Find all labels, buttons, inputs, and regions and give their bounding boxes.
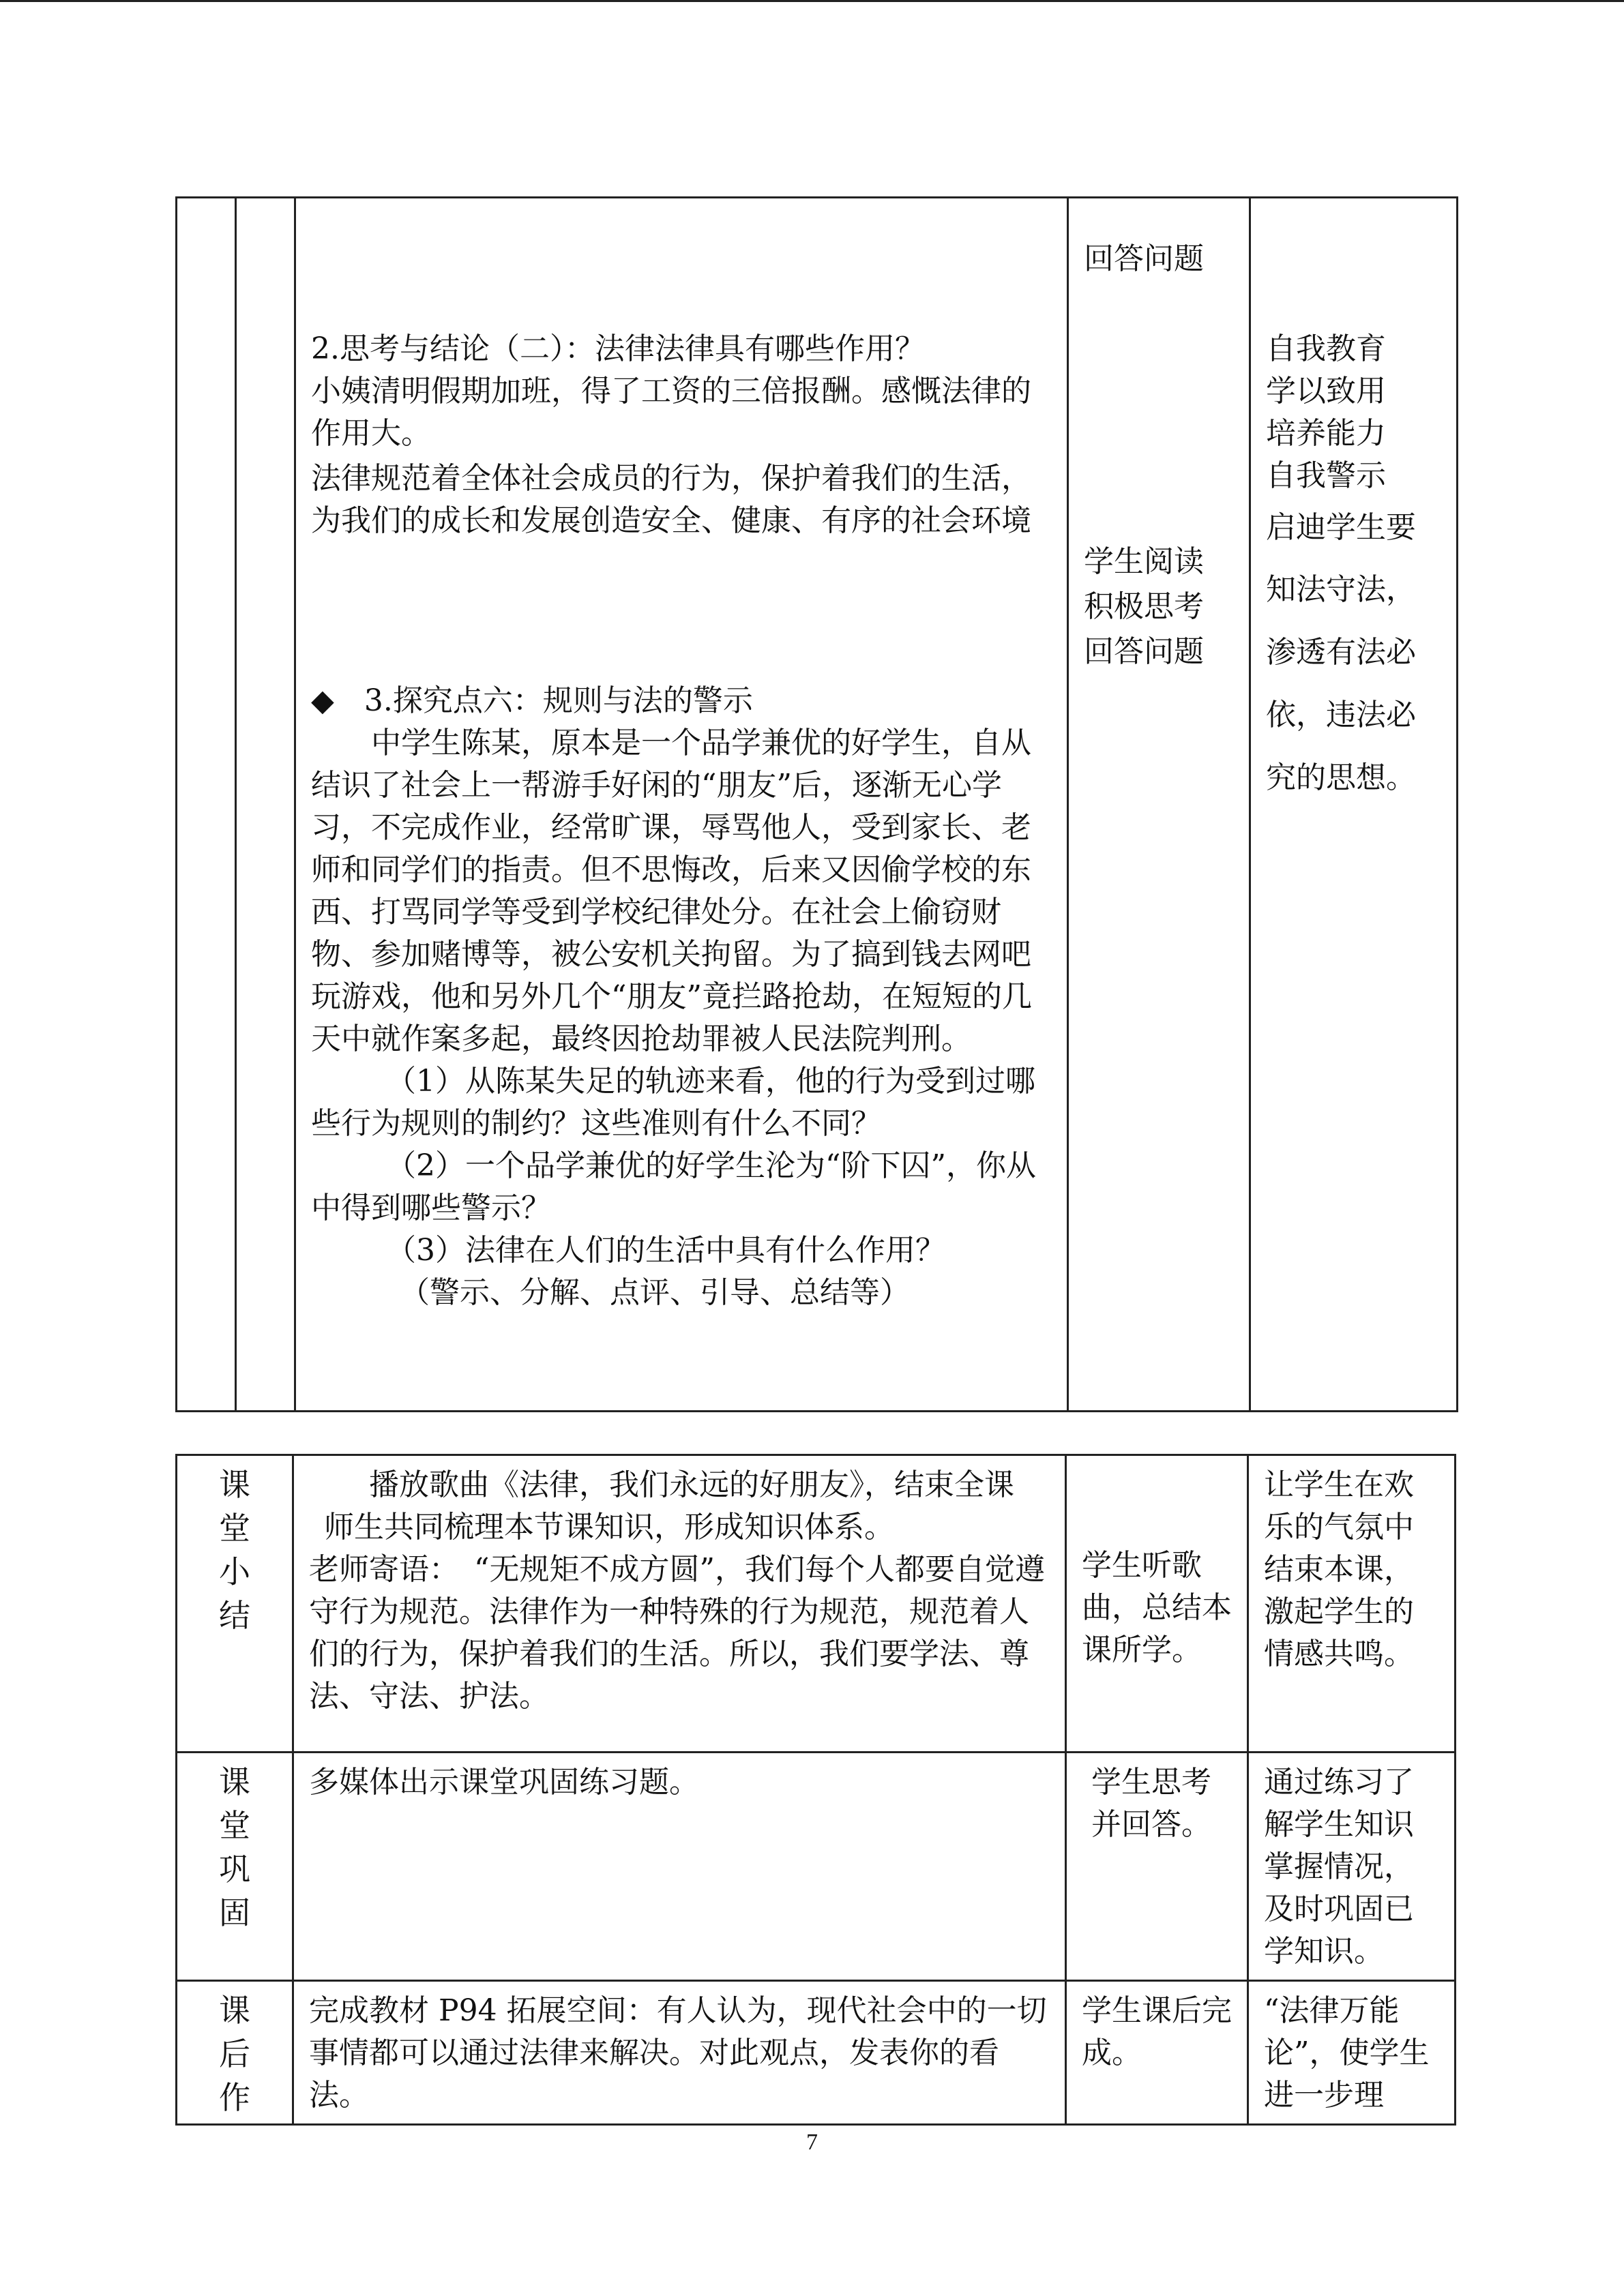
student-activity-text: 学生思考并回答。 (1091, 1765, 1211, 1842)
student-line: 积极思考 (1084, 589, 1204, 624)
design-intent-text: 让学生在欢乐的气氛中结束本课，激起学生的情感共鸣。 (1264, 1467, 1414, 1671)
activity-line: 完成教材 P94 拓展空间：有人认为，现代社会中的一切事情都可以通过法律来解决。对此观点，发表你的看法。 (309, 1993, 1047, 2113)
table-row-consolidation (177, 1753, 1456, 1981)
substage-column-blank (236, 198, 295, 1412)
stage-label-char: 课 (219, 1466, 250, 1503)
intent-line: 学以致用 (1266, 374, 1386, 408)
design-intent-cell (1248, 1455, 1456, 1753)
student-activity-cell (1066, 1981, 1248, 2125)
intent-line: 渗透有法必 (1266, 635, 1416, 670)
stage-label-char: 堂 (219, 1807, 250, 1844)
page-number: 7 (806, 2130, 818, 2155)
design-intent-cell (1248, 1753, 1456, 1981)
stage-label-char: 固 (219, 1894, 250, 1931)
stage-column-blank (177, 198, 236, 1412)
teacher-activity-cell (293, 1981, 1066, 2125)
activity-line: 法律规范着全体社会成员的行为，保护着我们的生活，为我们的成长和发展创造安全、健康、有序的社会环境 (311, 461, 1031, 538)
student-line: 回答问题 (1084, 241, 1204, 276)
question-3: （3）法律在人们的生活中具有什么作用？ (386, 1233, 945, 1268)
student-activity-cell (1066, 1455, 1248, 1753)
teacher-activity-cell (295, 198, 1068, 1412)
design-intent-cell (1248, 1981, 1456, 2125)
student-activity-cell (1068, 198, 1250, 1412)
teacher-activity-cell (293, 1455, 1066, 1753)
table-row-homework (177, 1981, 1456, 2125)
question-1: （1）从陈某失足的轨迹来看，他的行为受到过哪些行为规则的制约？这些准则有什么不同？ (311, 1064, 1035, 1141)
intent-line: 自我警示 (1266, 458, 1386, 493)
page-top-rule (0, 0, 1624, 2)
design-intent-cell (1250, 198, 1458, 1412)
intent-line: 知法守法， (1266, 572, 1416, 607)
stage-label-char: 后 (219, 2036, 250, 2072)
intent-line: 培养能力 (1266, 416, 1386, 451)
case-paragraph: 中学生陈某，原本是一个品学兼优的好学生，自从结识了社会上一帮游手好闲的“朋友”后，逐渐无心学习，不完成作业，经常旷课，辱骂他人，受到家长、老师和同学们的指责。但不思悔改，后来又因偷学校的东西、打骂同学等受到学校纪律处分。在社会上偷窃财物、参加赌博等，被公安机关拘留。为了搞到钱去网吧玩游戏，他和另外几个“朋友”竟拦路抢劫，在短短的几天中就作案多起，最终因抢劫罪被人民法院判刑。 (311, 726, 1032, 1056)
teacher-activity-cell (293, 1753, 1066, 1981)
student-activity-text: 学生课后完成。 (1082, 1993, 1232, 2070)
activity-line: 师生共同梳理本节课知识，形成知识体系。 (324, 1510, 894, 1545)
question-2: （2）一个品学兼优的好学生沦为“阶下囚”，你从中得到哪些警示？ (311, 1148, 1036, 1225)
stage-label-char: 堂 (219, 1510, 250, 1547)
stage-label-cell (177, 1455, 293, 1753)
lesson-table-continued (175, 196, 1458, 1412)
intent-line: 自我教育 (1266, 331, 1386, 366)
stage-label-char: 课 (219, 1763, 250, 1800)
student-line: 学生阅读 (1084, 544, 1204, 579)
stage-label-char: 作 (219, 2079, 250, 2116)
intent-line: 依，违法必 (1266, 698, 1416, 732)
lesson-table-closing (175, 1454, 1456, 2126)
design-intent-text: “法律万能论”，使学生进一步理 (1264, 1993, 1430, 2113)
student-line: 回答问题 (1084, 634, 1204, 669)
table-row-summary (177, 1455, 1456, 1753)
teaching-methods-note: （警示、分解、点评、引导、总结等） (400, 1275, 910, 1310)
intent-line: 究的思想。 (1266, 760, 1416, 795)
stage-label-cell (177, 1981, 293, 2125)
student-activity-cell (1066, 1753, 1248, 1981)
activity-line: 老师寄语： “无规矩不成方圆”，我们每个人都要自觉遵守行为规范。法律作为一种特殊的行为规范，规范着人们的行为，保护着我们的生活。所以，我们要学法、尊法、守法、护法。 (309, 1552, 1045, 1714)
activity-line: 播放歌曲《法律，我们永远的好朋友》，结束全课 (369, 1467, 1014, 1502)
activity-line: 2.思考与结论（二）：法律法律具有哪些作用？ (311, 331, 925, 366)
intent-line: 启迪学生要 (1266, 510, 1416, 545)
stage-label-char: 巩 (219, 1851, 250, 1888)
activity-heading: ◆ 3.探究点六：规则与法的警示 (311, 683, 753, 718)
activity-line: 多媒体出示课堂巩固练习题。 (309, 1765, 699, 1800)
stage-label-char: 课 (219, 1992, 250, 2029)
stage-label-char: 结 (219, 1597, 250, 1634)
stage-label-char: 小 (219, 1553, 250, 1590)
student-activity-text: 学生听歌曲，总结本课所学。 (1082, 1548, 1232, 1667)
activity-line: 小姨清明假期加班，得了工资的三倍报酬。感慨法律的作用大。 (311, 374, 1031, 451)
design-intent-text: 通过练习了解学生知识掌握情况，及时巩固已学知识。 (1264, 1765, 1414, 1969)
stage-label-cell (177, 1753, 293, 1981)
